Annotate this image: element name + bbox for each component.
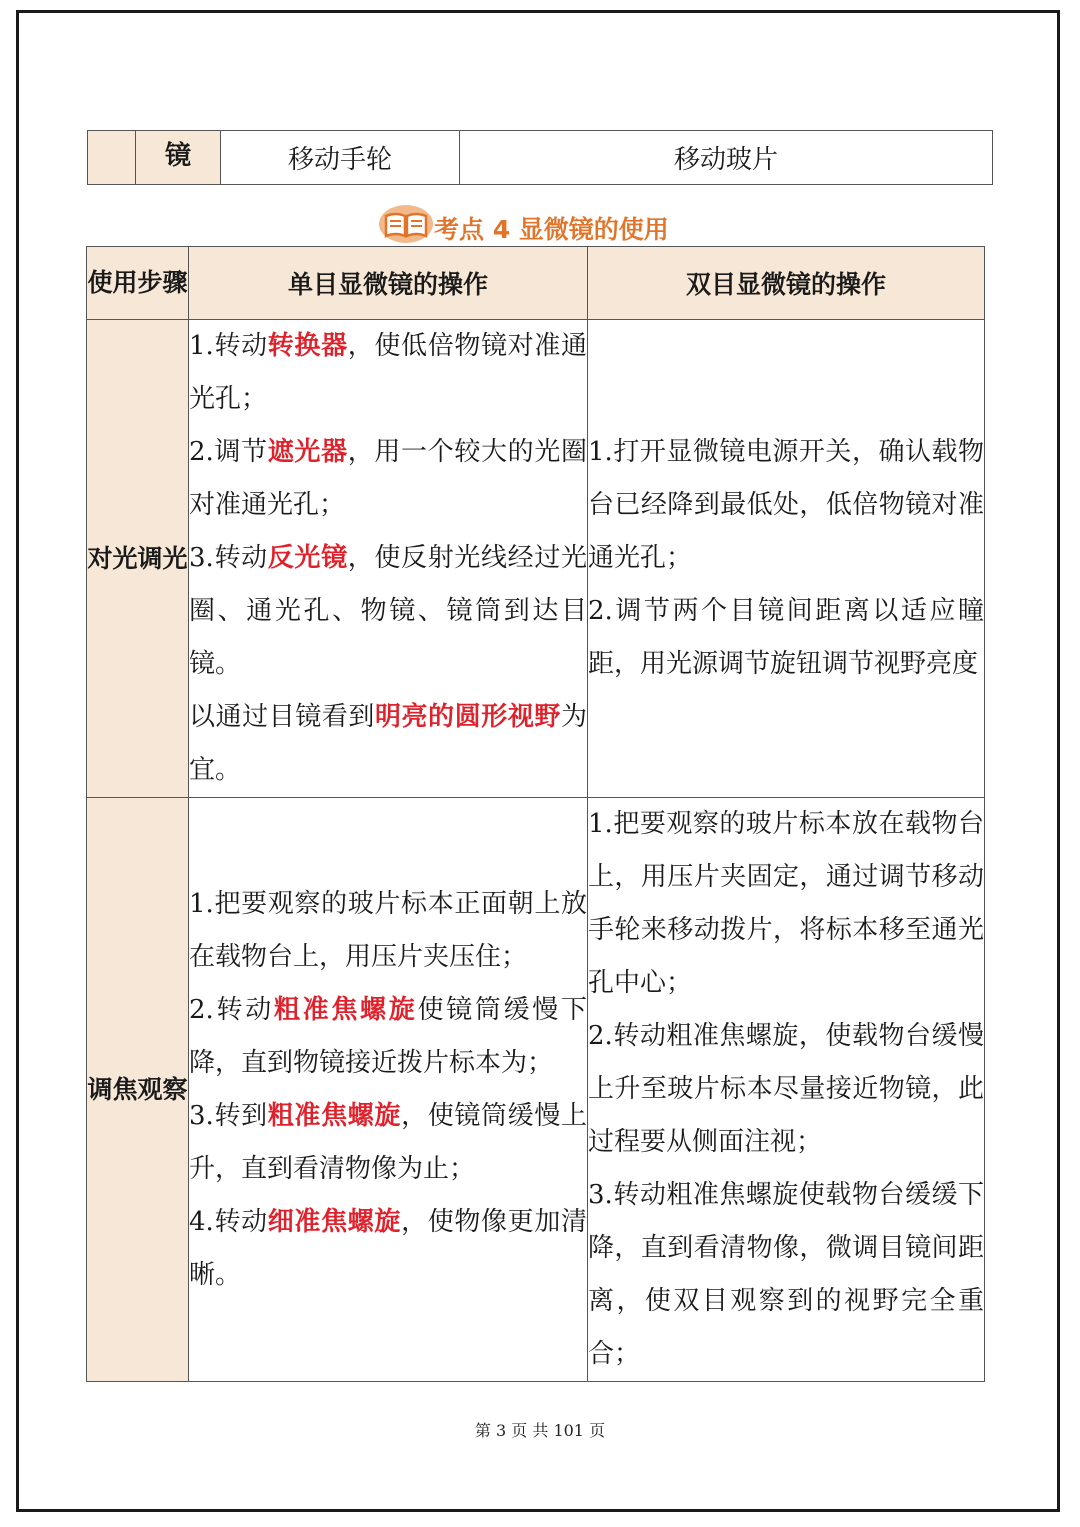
header-step: 使用步骤 xyxy=(87,247,189,320)
microscope-usage-table xyxy=(86,246,985,1382)
header-monocular: 单目显微镜的操作 xyxy=(189,247,588,320)
bino-light-line-2: 2.调节两个目镜间距离以适应瞳距，用光源调节旋钮调节视野亮度 xyxy=(588,596,984,679)
mono-light-line-1: 1.转动转换器，使低倍物镜对准通光孔； xyxy=(189,331,587,414)
step-light-adjust: 对光调光 xyxy=(87,320,189,798)
table-row xyxy=(87,320,985,798)
blank-cell xyxy=(88,131,136,185)
step-focus-observe: 调焦观察 xyxy=(87,798,189,1382)
mono-light-cell xyxy=(189,320,588,798)
mono-focus-cell xyxy=(189,798,588,1382)
section-heading xyxy=(378,202,738,246)
section-title: 考点 4 显微镜的使用 xyxy=(434,215,669,244)
mono-light-line-4: 以通过目镜看到明亮的圆形视野为宜。 xyxy=(189,702,587,785)
mono-focus-line-4: 4.转动细准焦螺旋，使物像更加清晰。 xyxy=(189,1206,587,1290)
bino-focus-line-3: 3.转动粗准焦螺旋使载物台缓缓下降，直到看清物像，微调目镜间距离，使双目观察到的视野完全重合； xyxy=(588,1180,984,1369)
bino-focus-line-2: 2.转动粗准焦螺旋，使载物台缓慢上升至玻片标本尽量接近物镜，此过程要从侧面注视； xyxy=(588,1021,984,1157)
mono-light-line-3: 3.转动反光镜，使反射光线经过光圈、通光孔、物镜、镜筒到达目镜。 xyxy=(189,543,587,679)
mono-light-line-2: 2.调节遮光器，用一个较大的光圈对准通光孔； xyxy=(189,437,587,520)
mono-focus-line-2: 2.转动粗准焦螺旋使镜筒缓慢下降，直到物镜接近拨片标本为； xyxy=(189,994,587,1078)
mono-focus-line-1: 1.把要观察的玻片标本正面朝上放在载物台上，用压片夹压住； xyxy=(189,888,587,972)
bino-light-line-1: 1.打开显微镜电源开关，确认载物台已经降到最低处，低倍物镜对准通光孔； xyxy=(588,437,984,573)
cell-move-slide: 移动玻片 xyxy=(460,131,993,185)
previous-table-fragment xyxy=(87,130,993,185)
table-row xyxy=(87,798,985,1382)
header-binocular: 双目显微镜的操作 xyxy=(588,247,985,320)
row-label-mirror: 镜 xyxy=(136,131,221,185)
bino-focus-line-1: 1.把要观察的玻片标本放在载物台上，用压片夹固定，通过调节移动手轮来移动拨片，将标本移至通光孔中心； xyxy=(588,809,984,998)
cell-move-handwheel: 移动手轮 xyxy=(221,131,460,185)
bino-focus-cell xyxy=(588,798,985,1382)
book-icon xyxy=(378,204,434,244)
page-footer: 第 3 页 共 101 页 xyxy=(474,1421,606,1440)
mono-focus-line-3: 3.转到粗准焦螺旋，使镜筒缓慢上升，直到看清物像为止； xyxy=(189,1100,587,1184)
bino-light-cell xyxy=(588,320,985,798)
